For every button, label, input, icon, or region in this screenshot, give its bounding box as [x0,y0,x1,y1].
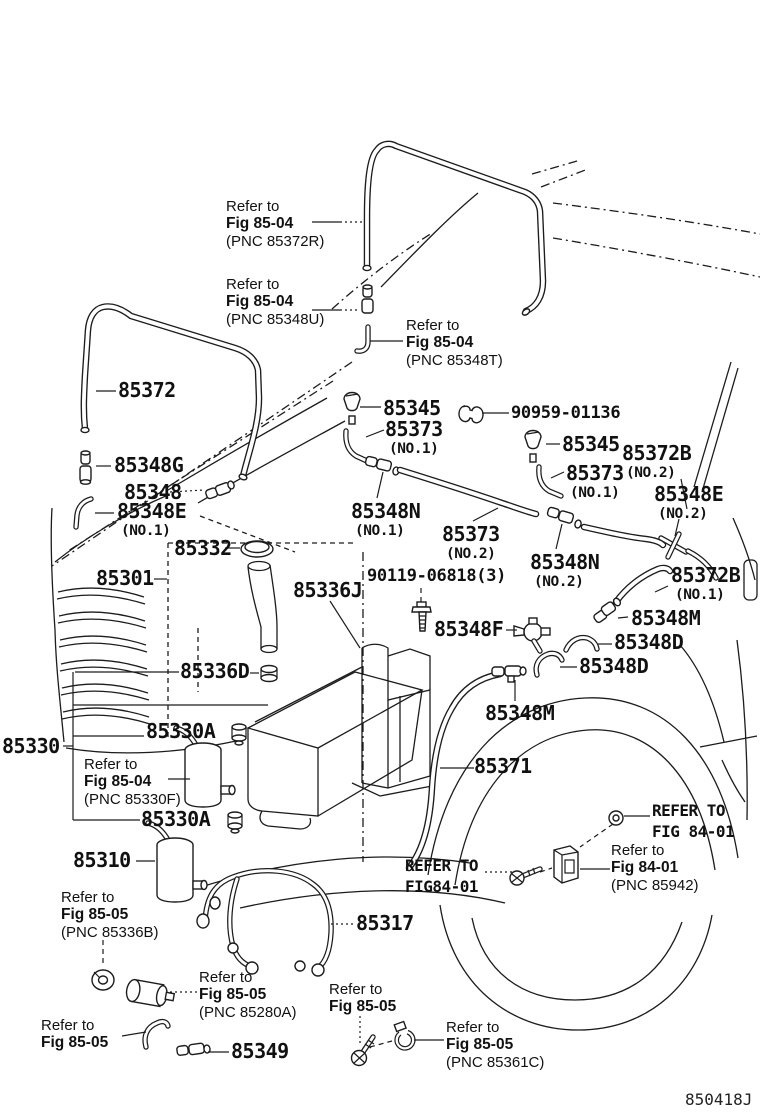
part-number[interactable]: 85373 [566,461,624,485]
note-line: Fig 85-05 [446,1036,514,1054]
hose-85372r-icon [363,144,543,317]
note-line: Refer to [329,981,383,998]
part-label-85336j[interactable]: 85336J [293,578,363,602]
valve-85348f-icon [514,618,550,651]
note-line: (PNC 85361C) [446,1054,545,1072]
part-label-85348e-no1[interactable] [117,501,186,539]
hose-85348t-icon [357,327,368,351]
part-label-85348n-no1[interactable] [351,501,420,539]
part-label-85348[interactable]: 85348 [124,480,182,504]
part-label-85348f[interactable]: 85348F [434,617,504,641]
note-line: Refer to [406,317,460,334]
note-line: (PNC 85336B) [61,924,159,942]
note-line: Refer to [226,198,280,215]
joint-85348m-icon [492,666,526,682]
part-number[interactable]: 85348N [530,550,600,574]
washer-pump-small-icon [125,979,176,1009]
note-line: Fig 85-05 [41,1034,109,1052]
part-number[interactable]: 85372B [671,563,741,587]
part-label-85348g[interactable]: 85348G [114,453,184,477]
reference-note-fig8401 [652,801,734,843]
part-label-85371[interactable]: 85371 [474,754,532,778]
note-line: Fig 85-05 [61,906,129,924]
reference-note-85348t [406,317,503,370]
relay-icon [554,846,578,883]
hose-85373-no1-icon [539,467,561,496]
part-number[interactable]: 85348E [117,499,187,523]
reference-note-85372r [226,198,324,251]
part-label-85348d[interactable]: 85348D [614,630,684,654]
reference-note-fig8505 [41,1017,108,1052]
note-line: Refer to [199,969,253,986]
part-number[interactable]: 85348N [351,499,421,523]
note-line: (PNC 85372R) [226,233,325,251]
hose-85348d-icon [566,638,597,650]
note-line: (PNC 85348T) [406,352,503,370]
part-suffix: (NO.1) [570,485,620,501]
note-line: Fig 85-04 [406,334,474,352]
part-label-85332[interactable]: 85332 [174,536,232,560]
part-label-90119-06818[interactable]: 90119-06818(3) [367,566,507,586]
note-line: Refer to [41,1017,95,1034]
note-line: Refer to [84,756,138,773]
part-suffix: (NO.1) [355,523,405,539]
note-line: (PNC 85280A) [199,1004,297,1022]
nut-icon [609,811,623,825]
note-line: FIG 84-01 [652,821,735,841]
part-number[interactable]: 85373 [442,522,500,546]
part-label-85330[interactable]: 85330 [2,734,60,758]
bolt-90119-icon [412,602,431,631]
washer-nozzle-icon [344,393,360,425]
reference-note-fig8505 [329,981,396,1016]
note-line: Refer to [226,276,280,293]
hose-clamp-icon [394,1021,415,1050]
joint-85348-icon [205,480,235,499]
part-label-85330a[interactable]: 85330A [146,719,216,743]
part-label-85301[interactable]: 85301 [96,566,154,590]
cap-85336d-icon [261,666,277,682]
part-suffix: (NO.1) [675,587,725,603]
part-suffix: (NO.2) [446,546,496,562]
joint-85348n-no2-icon [547,507,582,529]
note-line: Fig 85-05 [329,998,397,1016]
part-label-85348d[interactable]: 85348D [579,654,649,678]
hose-85372b-no1-icon [616,568,670,602]
part-label-85348m[interactable]: 85348M [485,701,555,725]
part-label-85317[interactable]: 85317 [356,911,414,935]
part-label-85336d[interactable]: 85336D [180,659,250,683]
note-line: (PNC 85348U) [226,311,325,329]
note-line: Refer to [611,842,665,859]
hose-85348e-no1-icon [76,499,91,527]
joint-85348m-icon [593,597,622,624]
grommet-icon [92,970,114,990]
note-line: FIG84-01 [405,876,479,896]
filler-cap-85332-icon [241,541,273,557]
note-line: Refer to [446,1019,500,1036]
grommet-85330a-icon [228,812,242,833]
part-suffix: (NO.2) [626,465,676,481]
part-suffix: (NO.2) [658,506,708,522]
note-line: REFER TO [652,801,726,820]
part-label-85349[interactable]: 85349 [231,1039,289,1063]
harness-85317-icon [197,871,331,976]
part-label-85373-no1[interactable] [385,419,443,457]
reference-note-85336b [61,889,159,942]
part-label-85310[interactable]: 85310 [73,848,131,872]
note-line: (PNC 85942) [611,877,699,895]
note-line: Fig 85-05 [199,986,267,1004]
washer-nozzle-icon [525,431,541,463]
part-label-85348e-no2[interactable] [654,484,723,522]
joint-85348u-icon [362,285,373,313]
reference-note-85330f [84,756,181,809]
note-line: (PNC 85330F) [84,791,181,809]
part-label-85373-no2[interactable] [442,524,500,562]
joint-85348g-icon [80,451,91,484]
part-label-85372[interactable]: 85372 [118,378,176,402]
note-line: Fig 84-01 [611,859,679,877]
part-label-85348m[interactable]: 85348M [631,606,701,630]
part-label-85348n-no2[interactable] [530,552,599,590]
hose-elbow-icon [145,1022,168,1047]
part-label-85345[interactable]: 85345 [383,396,441,420]
reference-note-85348u [226,276,324,329]
joint-85349-icon [176,1043,210,1056]
note-line: Fig 85-04 [84,773,152,791]
reference-note-85942 [611,842,699,895]
part-number[interactable]: 85348E [654,482,724,506]
part-label-85372b-no2[interactable] [622,443,691,481]
part-label-90959-01136[interactable]: 90959-01136 [511,403,621,423]
part-label-85345[interactable]: 85345 [562,432,620,456]
hose-85348d-icon [536,653,562,675]
bolt-icon [352,1037,375,1066]
part-suffix: (NO.1) [121,523,171,539]
support-bracket [352,644,432,796]
part-label-85330a[interactable]: 85330A [141,807,211,831]
hose-clip-icon [459,406,483,423]
bolt-icon [510,868,540,885]
part-suffix: (NO.2) [534,574,584,590]
note-line: REFER TO [405,856,479,875]
reference-note-85361c [446,1019,544,1072]
note-line: Fig 85-04 [226,215,294,233]
note-line: Fig 85-04 [226,293,294,311]
note-line: Refer to [61,889,115,906]
part-suffix: (NO.1) [389,441,439,457]
reference-note-fig8401 [405,856,478,898]
figure-code: 850418J [685,1090,753,1109]
part-label-85372b-no1[interactable] [671,565,740,603]
hose-85373-no1-icon [346,431,367,461]
part-number[interactable]: 85373 [385,417,443,441]
part-label-85373-no1[interactable] [566,463,624,501]
part-number[interactable]: 85372B [622,441,692,465]
reference-note-85280a [199,969,297,1022]
